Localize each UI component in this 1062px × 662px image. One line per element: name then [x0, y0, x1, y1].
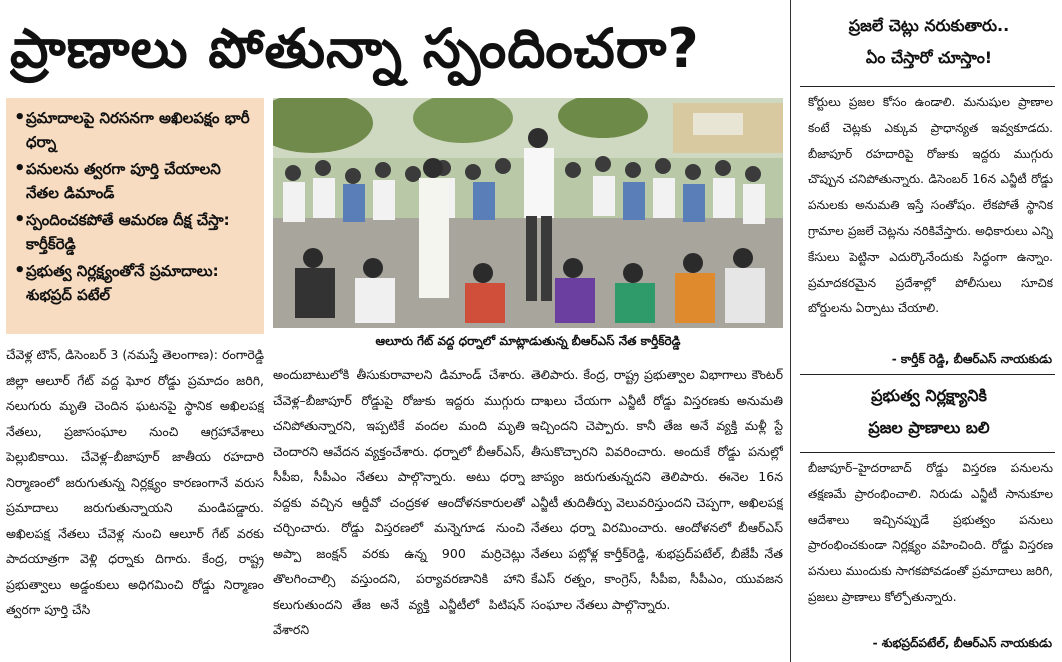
photo-caption: ఆలూరు గేట్ వద్ద ధర్నాలో మాట్లాడుతున్న బీఆర్ఎస్ నేత కార్తీక్‌రెడ్డి	[375, 334, 681, 348]
highlights-box	[6, 98, 264, 334]
sidebar-heading-1: ప్రజలే చెట్లు నరుకుతారు.. ఏం చేస్తారో చూస్తాం!	[848, 16, 1010, 67]
divider	[800, 374, 1055, 375]
bullet-icon: •	[14, 209, 26, 230]
sidebar-signature-2: - శుభప్రద్‌పటేల్, బీఆర్ఎస్ నాయకుడు	[872, 636, 1052, 650]
highlight-item: • స్పందించకపోతే ఆమరణ దీక్ష చేస్తా: కార్తీక్‌రెడ్డి	[14, 209, 230, 253]
highlight-item: • ప్రభుత్వ నిర్లక్ష్యంతోనే ప్రమాదాలు: శుభప్రద్ పటేల్	[14, 260, 219, 304]
sidebar-body-1: కోర్టులు ప్రజల కోసం ఉండాలి. మనుషుల ప్రాణాల కంటే చెట్లకు ఎక్కువ ప్రాధాన్యత ఇవ్వకూడదు. బీజాపూర్ రహదారిపై రోజుకు ఇద్దరు ముగ్గురు చొప్పున చనిపోతున్నారు. డిసెంబర్ 16న ఎన్జీటీ రోడ్డు పనులకు అనుమతి ఇస్తే సంతోషం. లేకపోతే స్థానిక గ్రామాల ప్రజలే చెట్లను నరికివేస్తారు. అధికారులు ఎన్ని కేసులు పెట్టినా ఎదుర్కొనేందుకు సిద్ధంగా ఉన్నాం. ప్రమాదకరమైన ప్రదేశాల్లో పోలీసులు సూచిక బోర్డులను ఏర్పాటు చేయాలి.	[808, 95, 1053, 316]
news-photo	[273, 98, 783, 328]
bullet-icon: •	[14, 260, 26, 281]
article-column-2: అందుబాటులోకి తీసుకురావాలని డిమాండ్ చేశారు. చేవెళ్ల–బీజాపూర్ రోడ్డుపై రోజుకు ఇద్దరు ముగ్గురు చనిపోతున్నారని, ఇప్పటికే వందల మంది మృతి చెందారని ఆవేదన వ్యక్తంచేశారు. ధర్నాలో బీఆర్ఎస్, సీపీఐ, సీపీఎం నేతలు పాల్గొన్నారు. అటు ధర్నా వద్దకు వచ్చిన ఆర్డీవో చంద్రకళ ఆందోళనకారులతో చర్చించారు. రోడ్డు విస్తరణలో మన్నెగూడ నుంచి అప్పా జంక్షన్ వరకు ఉన్న 900 మర్రిచెట్లు తొలగించాల్సి వస్తుందని, పర్యావరణానికి హాని కలుగుతుందని తేజ అనే వ్యక్తి ఎన్జీటీలో పిటిషన్ వేశారని	[273, 367, 525, 637]
article-column-1: చేవెళ్ల టౌన్, డిసెంబర్ 3 (నమస్తే తెలంగాణ): రంగారెడ్డి జిల్లా ఆలూర్ గేట్ వద్ద ఘోర రోడ్డు ప్రమాదం జరిగి, నలుగురు మృతి చెందిన ఘటనపై స్థానిక అఖిలపక్ష నేతలు, ప్రజాసంఘాల నుంచి ఆగ్రహావేశాలు పెల్లుబికాయి. చేవెళ్ల–బీజాపూర్ జాతీయ రహదారి నిర్మాణంలో జరుగుతున్న నిర్లక్ష్యం కారణంగానే వరుస ప్రమాదాలు జరుగుతున్నాయని మండిపడ్డారు. అఖిలపక్ష నేతలు చేవెళ్ల నుంచి ఆలూర్ గేట్ వరకు పాదయాత్రగా వెళ్లి ధర్నాకు దిగారు. కేంద్ర, రాష్ట్ర ప్రభుత్వాలు అడ్డంకులు అధిగమించి రోడ్డు నిర్మాణం త్వరగా పూర్తి చేసి	[6, 347, 264, 617]
headline: ప్రాణాలు పోతున్నా స్పందించరా?	[10, 17, 700, 80]
bullet-icon: •	[14, 158, 26, 179]
divider	[800, 452, 1055, 453]
sidebar-heading-2: ప్రభుత్వ నిర్లక్ష్యానికి ప్రజల ప్రాణాలు బలి	[868, 386, 990, 437]
sidebar-signature-1: - కార్తీక్ రెడ్డి, బీఆర్ఎస్ నాయకుడు	[891, 352, 1052, 366]
highlight-item: • పనులను త్వరగా పూర్తి చేయాలని నేతల డిమాండ్	[14, 158, 221, 202]
divider	[800, 86, 1055, 87]
bullet-icon: •	[14, 107, 26, 128]
article-column-3: తెలిపారు. కేంద్ర, రాష్ట్ర ప్రభుత్వాల విభాగాలు కౌంటర్ దాఖలు చేయగా ఎన్జీటీ రోడ్డు విస్తరణకు అనుమతి ఇచ్చిందని చెప్పారు. కానీ తేజ అనే వ్యక్తి మళ్లీ స్టే తీసుకొచ్చారని వివరించారు. అందుకే రోడ్డు పనుల్లో జాప్యం జరుగుతున్నదని తెలిపారు. ఈనెల 16న ఎన్జీటీ తుదితీర్పు వెలువరిస్తుందని చెప్పగా, అఖిలపక్ష నేతలు ధర్నా విరమించారు. ఆందోళనలో బీఆర్ఎస్ నేతలు పట్లోళ్ల కార్తీక్‌రెడ్డి, శుభప్రద్‌పటేల్, బీజేపీ నేత కేఎస్ రత్నం, కాంగ్రెస్, సీపీఐ, సీపీఎం, యువజన సంఘాల నేతలు పాల్గొన్నారు.	[531, 367, 783, 612]
sidebar-body-2: బీజాపూర్–హైదరాబాద్ రోడ్డు విస్తరణ పనులను తక్షణమే ప్రారంభించాలి. నిరుడు ఎన్జీటీ సానుకూల ఆదేశాలు ఇచ్చినప్పుడే ప్రభుత్వం పనులు ప్రారంభించకుండా నిర్లక్ష్యం వహించింది. రోడ్డు విస్తరణ పనులు ముందుకు సాగకపోవడంతో ప్రమాదాలు జరిగి, ప్రజలు ప్రాణాలు కోల్పోతున్నారు.	[808, 461, 1053, 604]
highlight-item: • ప్రమాదాలపై నిరసనగా అఖిలపక్షం భారీ ధర్నా	[14, 107, 250, 151]
column-divider	[790, 0, 791, 662]
